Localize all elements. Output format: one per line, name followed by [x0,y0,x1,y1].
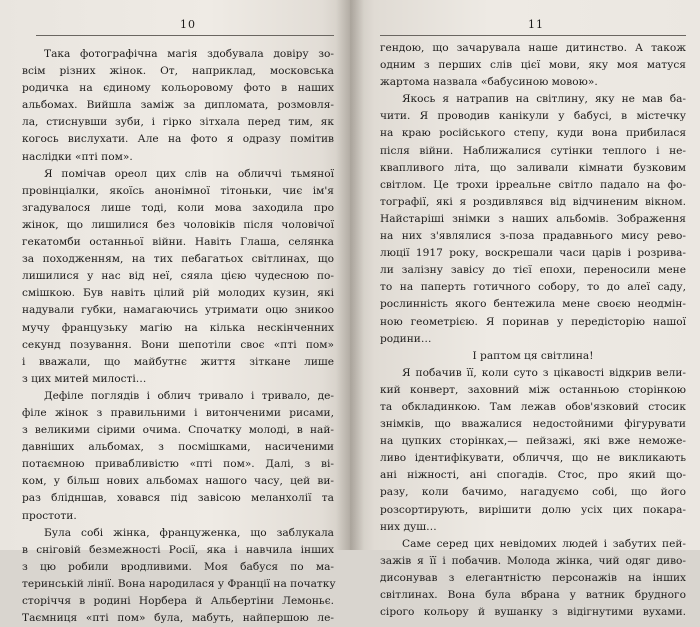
text-line: ані ніжності, ані спогадів. Стос, про який що- [380,469,686,482]
text-line: з цю робили вродливими. Моя бабуся по ма- [22,560,334,573]
text-line: Я помічав ореол цих слів на обличчі тьмяної [44,167,334,180]
left-page [0,0,350,625]
text-line: Я побачив її, коли суто з цікавості відкрив вели- [402,366,686,379]
text-line: ком, у більш нових альбомах нашого часу, цей ви- [22,475,334,488]
text-line: люції 1917 року, воскрешали часи царів і розрива- [380,247,686,260]
text-line: разу, коли бачимо, нагадуємо собі, що його [380,486,686,499]
text-line: рослинність якого бентежила мене своєю неодмін- [380,298,686,311]
text-line: родичка на єдиному кольоровому фото в наших [22,82,334,95]
text-line: в сніговій безмежності Росії, яка і навчила інших [22,543,334,556]
text-line: чити. Я проводив канікули у бабусі, в містечку [380,110,686,123]
text-line: зажів я її і побачив. Молода жінка, чий одяг диво- [380,554,686,567]
text-line: Якось я натрапив на світлину, яку не мав ба- [402,93,686,106]
text-line: на цупких сторінках,— пейзажі, які вже неможе- [380,435,686,448]
text-line: з цих митей милості… [22,372,147,385]
text-line: Була собі жінка, француженка, що заблукала [44,526,334,539]
text-line: за походженням, на тих пебагатьох світлинах, що [22,253,334,266]
text-line: на краю російського степу, куди вона прибилася [380,127,686,140]
text-line: Саме серед цих невідомих людей і забутих пей- [402,537,686,550]
text-line: згадувалося лише тоді, коли мова заходила про [22,201,334,214]
text-line: і вважали, що майбутнє життя зіткане лише [22,355,334,368]
text-line: смішкою. Був навіть цілий рій молодих кузин, які [22,287,334,300]
text-line: надували губки, намагаючись утримати оцю зникоo [22,304,334,317]
text-line: гекатомби останньої війни. Навіть Глаша, селянка [22,236,334,249]
text-line: провінціалки, якоїсь анонімної тітоньки, чиє ім'я [22,184,334,197]
text-line: І раптом ця світлина! [472,349,594,362]
text-line: тографії, які я роздивлявся від відчиненим вікном. [380,195,686,208]
text-line: ливо ідентифікувати, обличчя, що не викликають [380,452,686,465]
text-line: філе жінок з правильними і витонченими рисами, [22,406,334,419]
left-page-text [22,46,334,627]
text-line: одним з перших слів цієї мови, яку моя матуся [380,59,686,72]
text-line: кий конверт, заховний між останньою сторінкою [380,383,686,396]
text-line: з великими сірими очима. Спочатку молоді, в най- [22,424,334,437]
text-line: потаємною привабливістю «пті пом». Далі, з ві- [22,458,334,471]
text-line: розсортирують, вирішити долю усіх цих покара- [380,503,686,516]
page-number-right: 11 [528,18,544,31]
text-line: світлинах. Вона була вбрана у ватник брудного [380,589,686,601]
text-line: лишилися у нас від неї, сяяла цією чудесною по- [22,270,334,283]
text-line: простоти. [22,509,77,522]
text-line: то на паперть готичного собору, то до алеї саду, [380,281,686,294]
page-number-left: 10 [180,18,196,31]
text-line: давніших альбомах, з посмішками, насиченими [22,441,334,454]
text-line: ли залізну завісу до тієї епохи, переносили мене [380,264,686,277]
text-line: знімків, що вважалися недостойними фігурувати [380,418,686,431]
text-line: світлом. Це трохи ірреальне світло падало на фо- [380,178,686,191]
text-line: після війни. Наближалися сутінки теплого і не- [380,144,686,157]
text-line: жартома назвала «бабусиною мовою». [380,76,598,89]
text-line: гендою, що зачарувала наше дитинство. А також [380,42,686,54]
text-line: Найстаріші знімки з наших альбомів. Зображення [380,212,686,225]
text-line: жінок, що лишилися без чоловіків після чоловічої [22,218,334,231]
text-line: Дефіле поглядів і облич тривало і тривало, де- [44,389,334,402]
header-rule-left [36,35,334,36]
text-line: ною геометрією. Я поринав у передісторію нашої [380,315,686,328]
text-line: сірого кольору й вушанку з відігнутими вухами. [380,606,686,619]
text-line: та обкладинкою. Там лежав обов'язковий стосик [380,400,686,413]
text-line: наслідки «пті пом». [22,150,133,163]
right-page [350,0,700,619]
text-line: дисонував з елегантністю персонажів на інших [380,571,686,584]
text-line: сторіччя в родині Норбера й Альбертіни Лемоньє. [22,595,334,607]
text-line: мучу французьку магію на кілька нескінченних [22,321,334,334]
text-line: родини… [380,332,432,345]
text-line: них душ… [380,520,437,533]
text-line: раз блідншав, ховався під завісою меланхолії та [22,492,334,505]
text-line: ла, стиснувши зуби, і гірко зітхала перед тим, як [22,116,334,129]
text-line: альбомах. Вийшла заміж за дипломата, розмовля- [22,99,334,112]
text-line: теринській лінії. Вона народилася у Франції на початку [22,577,336,590]
right-page-text [380,40,686,621]
text-line: Така фотографічна магія здобувала довіру зо- [44,48,334,60]
text-line: секунд позування. Вони шепотіли своє «пті пом» [22,338,334,351]
header-rule-right [380,35,686,36]
text-line: когось вислухати. Але на фото я одразу помітив [22,133,334,146]
text-line: на них з'являлися з-поза прадавнього мису рево- [380,230,686,243]
text-line: Таємниця «пті пом» була, мабуть, найпершою ле- [22,612,334,625]
text-line: всім різних жінок. От, наприклад, московська [22,65,334,78]
text-line: квапливого літа, що заливали кімнати бузковим [380,161,686,174]
